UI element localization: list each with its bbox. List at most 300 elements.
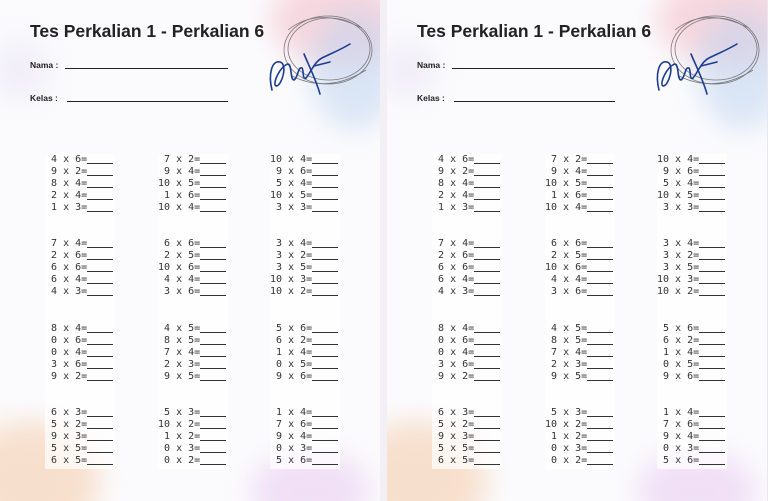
worksheet-title: Tes Perkalian 1 - Perkalian 6	[30, 21, 265, 41]
problem-text: 10 x 4=	[657, 154, 700, 165]
answer-blank[interactable]	[699, 238, 725, 248]
answer-blank[interactable]	[312, 323, 338, 333]
answer-blank[interactable]	[587, 443, 613, 453]
answer-blank[interactable]	[474, 431, 500, 441]
kelas-input-line[interactable]	[454, 101, 615, 102]
problem-item	[657, 250, 725, 262]
problem-text: 0 x 2=	[164, 455, 201, 466]
problem-item	[432, 443, 500, 455]
answer-blank[interactable]	[312, 455, 338, 465]
answer-blank[interactable]	[587, 347, 613, 357]
answer-blank[interactable]	[312, 347, 338, 357]
answer-blank[interactable]	[587, 455, 613, 465]
problem-item	[545, 274, 613, 286]
answer-blank[interactable]	[312, 202, 338, 212]
problem-column	[657, 154, 727, 469]
answer-blank[interactable]	[312, 238, 338, 248]
problem-text: 2 x 5=	[164, 250, 201, 261]
problem-item	[545, 154, 613, 166]
problem-item	[270, 323, 338, 335]
problem-text: 5 x 6=	[276, 455, 313, 466]
problem-item	[270, 286, 338, 298]
answer-blank[interactable]	[87, 154, 113, 164]
problem-item	[657, 371, 725, 383]
problem-text: 3 x 6=	[551, 286, 588, 297]
answer-blank[interactable]	[200, 250, 226, 260]
answer-blank[interactable]	[587, 286, 613, 296]
answer-blank[interactable]	[312, 419, 338, 429]
answer-blank[interactable]	[200, 431, 226, 441]
problem-item	[545, 262, 613, 274]
problem-text: 9 x 4=	[663, 431, 700, 442]
problem-group	[545, 407, 613, 467]
problem-text: 0 x 5=	[663, 359, 700, 370]
answer-blank[interactable]	[312, 262, 338, 272]
answer-blank[interactable]	[474, 347, 500, 357]
problem-group	[158, 154, 226, 214]
answer-blank[interactable]	[200, 286, 226, 296]
answer-blank[interactable]	[200, 455, 226, 465]
problem-text: 9 x 6=	[663, 166, 700, 177]
problem-text: 9 x 2=	[438, 371, 475, 382]
problem-item	[545, 443, 613, 455]
answer-blank[interactable]	[87, 419, 113, 429]
problem-item	[545, 190, 613, 202]
answer-blank[interactable]	[312, 154, 338, 164]
problem-text: 1 x 2=	[164, 431, 201, 442]
answer-blank[interactable]	[200, 407, 226, 417]
answer-blank[interactable]	[699, 443, 725, 453]
answer-blank[interactable]	[87, 178, 113, 188]
problem-item	[158, 262, 226, 274]
problem-group	[657, 238, 725, 298]
answer-blank[interactable]	[87, 443, 113, 453]
answer-blank[interactable]	[474, 443, 500, 453]
answer-blank[interactable]	[200, 202, 226, 212]
problem-item	[657, 431, 725, 443]
answer-blank[interactable]	[587, 178, 613, 188]
answer-blank[interactable]	[87, 202, 113, 212]
problem-item	[158, 431, 226, 443]
answer-blank[interactable]	[87, 359, 113, 369]
answer-blank[interactable]	[200, 419, 226, 429]
problem-item	[158, 407, 226, 419]
answer-blank[interactable]	[699, 359, 725, 369]
answer-blank[interactable]	[87, 455, 113, 465]
answer-blank[interactable]	[312, 190, 338, 200]
problem-item	[657, 178, 725, 190]
problem-text: 0 x 6=	[51, 335, 88, 346]
answer-blank[interactable]	[474, 407, 500, 417]
problem-item	[432, 154, 500, 166]
answer-blank[interactable]	[587, 262, 613, 272]
answer-blank[interactable]	[312, 407, 338, 417]
kelas-field	[30, 93, 58, 103]
answer-blank[interactable]	[87, 286, 113, 296]
problem-item	[270, 359, 338, 371]
problem-item	[45, 431, 113, 443]
problem-text: 0 x 3=	[164, 443, 201, 454]
problem-item	[657, 286, 725, 298]
answer-blank[interactable]	[200, 359, 226, 369]
problem-text: 3 x 4=	[276, 238, 313, 249]
answer-blank[interactable]	[200, 371, 226, 381]
problem-text: 2 x 5=	[551, 250, 588, 261]
answer-blank[interactable]	[587, 371, 613, 381]
answer-blank[interactable]	[200, 323, 226, 333]
answer-blank[interactable]	[312, 371, 338, 381]
answer-blank[interactable]	[587, 166, 613, 176]
worksheet	[0, 0, 380, 501]
answer-blank[interactable]	[87, 407, 113, 417]
problem-text: 7 x 4=	[438, 238, 475, 249]
answer-blank[interactable]	[200, 262, 226, 272]
answer-blank[interactable]	[587, 274, 613, 284]
problem-group	[45, 154, 113, 214]
problem-group	[657, 407, 725, 467]
problem-text: 5 x 6=	[276, 323, 313, 334]
problem-item	[545, 431, 613, 443]
problem-item	[45, 359, 113, 371]
problem-text: 6 x 6=	[438, 262, 475, 273]
problem-group	[657, 154, 725, 214]
problem-text: 0 x 3=	[663, 443, 700, 454]
answer-blank[interactable]	[699, 166, 725, 176]
problem-text: 5 x 5=	[51, 443, 88, 454]
problem-item	[657, 347, 725, 359]
answer-blank[interactable]	[312, 431, 338, 441]
answer-blank[interactable]	[699, 154, 725, 164]
problem-group	[158, 323, 226, 383]
answer-blank[interactable]	[200, 166, 226, 176]
answer-blank[interactable]	[200, 443, 226, 453]
answer-blank[interactable]	[699, 286, 725, 296]
answer-blank[interactable]	[312, 359, 338, 369]
problem-item	[45, 347, 113, 359]
problem-item	[545, 202, 613, 214]
problem-item	[545, 455, 613, 467]
answer-blank[interactable]	[699, 190, 725, 200]
problem-text: 3 x 3=	[276, 202, 313, 213]
answer-blank[interactable]	[474, 238, 500, 248]
problem-text: 5 x 5=	[438, 443, 475, 454]
problem-text: 5 x 6=	[663, 323, 700, 334]
answer-blank[interactable]	[587, 407, 613, 417]
problem-text: 8 x 5=	[551, 335, 588, 346]
problem-item	[270, 154, 338, 166]
problem-item	[657, 323, 725, 335]
problem-item	[45, 238, 113, 250]
problem-group	[545, 238, 613, 298]
problem-group	[45, 407, 113, 467]
problem-text: 9 x 3=	[51, 431, 88, 442]
problem-item	[45, 407, 113, 419]
answer-blank[interactable]	[587, 190, 613, 200]
problem-item	[45, 371, 113, 383]
problem-text: 10 x 2=	[158, 419, 201, 430]
answer-blank[interactable]	[699, 202, 725, 212]
problem-item	[158, 166, 226, 178]
problem-item	[657, 190, 725, 202]
problem-text: 7 x 4=	[164, 347, 201, 358]
answer-blank[interactable]	[474, 190, 500, 200]
problem-text: 3 x 5=	[663, 262, 700, 273]
answer-blank[interactable]	[87, 371, 113, 381]
problem-text: 1 x 6=	[551, 190, 588, 201]
answer-blank[interactable]	[200, 347, 226, 357]
answer-blank[interactable]	[87, 238, 113, 248]
answer-blank[interactable]	[87, 323, 113, 333]
problem-group	[657, 323, 725, 383]
problem-text: 6 x 5=	[51, 455, 88, 466]
problem-item	[45, 335, 113, 347]
problem-text: 9 x 5=	[551, 371, 588, 382]
problem-item	[158, 190, 226, 202]
answer-blank[interactable]	[87, 431, 113, 441]
answer-blank[interactable]	[474, 335, 500, 345]
answer-blank[interactable]	[474, 154, 500, 164]
problem-item	[657, 274, 725, 286]
problem-text: 6 x 2=	[663, 335, 700, 346]
answer-blank[interactable]	[699, 431, 725, 441]
problem-group	[45, 323, 113, 383]
answer-blank[interactable]	[587, 154, 613, 164]
problem-text: 9 x 2=	[51, 371, 88, 382]
problem-text: 3 x 2=	[663, 250, 700, 261]
problem-column	[545, 154, 615, 469]
problem-text: 10 x 5=	[657, 190, 700, 201]
problem-item	[45, 455, 113, 467]
answer-blank[interactable]	[699, 335, 725, 345]
answer-blank[interactable]	[87, 262, 113, 272]
problem-text: 6 x 3=	[51, 407, 88, 418]
problem-item	[545, 347, 613, 359]
answer-blank[interactable]	[474, 323, 500, 333]
problem-item	[432, 359, 500, 371]
answer-blank[interactable]	[474, 202, 500, 212]
problem-item	[432, 202, 500, 214]
answer-blank[interactable]	[312, 250, 338, 260]
answer-blank[interactable]	[87, 274, 113, 284]
answer-blank[interactable]	[699, 407, 725, 417]
problem-item	[657, 359, 725, 371]
answer-blank[interactable]	[474, 419, 500, 429]
problem-text: 4 x 3=	[51, 286, 88, 297]
problem-text: 5 x 3=	[551, 407, 588, 418]
background-decoration	[0, 40, 50, 100]
problem-text: 5 x 4=	[276, 178, 313, 189]
problem-item	[545, 286, 613, 298]
answer-blank[interactable]	[87, 347, 113, 357]
problem-item	[270, 407, 338, 419]
problem-text: 7 x 2=	[164, 154, 201, 165]
answer-blank[interactable]	[699, 262, 725, 272]
problem-item	[270, 335, 338, 347]
problem-text: 6 x 5=	[438, 455, 475, 466]
problem-item	[45, 262, 113, 274]
kelas-label: Kelas :	[417, 93, 445, 103]
worksheet-title: Tes Perkalian 1 - Perkalian 6	[417, 21, 652, 41]
problem-item	[545, 166, 613, 178]
problem-text: 8 x 4=	[51, 323, 88, 334]
problem-item	[432, 347, 500, 359]
problem-text: 1 x 3=	[438, 202, 475, 213]
problem-item	[45, 178, 113, 190]
answer-blank[interactable]	[587, 202, 613, 212]
answer-blank[interactable]	[312, 178, 338, 188]
problem-group	[270, 154, 338, 214]
answer-blank[interactable]	[699, 419, 725, 429]
problem-text: 9 x 2=	[51, 166, 88, 177]
answer-blank[interactable]	[474, 250, 500, 260]
problem-item	[158, 202, 226, 214]
kelas-input-line[interactable]	[67, 101, 228, 102]
answer-blank[interactable]	[474, 262, 500, 272]
answer-blank[interactable]	[474, 274, 500, 284]
problem-group	[432, 323, 500, 383]
answer-blank[interactable]	[312, 286, 338, 296]
problem-item	[158, 455, 226, 467]
problem-text: 9 x 6=	[276, 371, 313, 382]
problem-item	[432, 178, 500, 190]
answer-blank[interactable]	[587, 359, 613, 369]
answer-blank[interactable]	[200, 335, 226, 345]
answer-blank[interactable]	[587, 431, 613, 441]
problem-item	[158, 419, 226, 431]
nama-input-line[interactable]	[452, 68, 615, 69]
problem-text: 10 x 4=	[270, 154, 313, 165]
problem-text: 2 x 6=	[438, 250, 475, 261]
problem-item	[545, 419, 613, 431]
problem-item	[657, 443, 725, 455]
problem-text: 2 x 4=	[438, 190, 475, 201]
nama-input-line[interactable]	[65, 68, 228, 69]
answer-blank[interactable]	[87, 190, 113, 200]
answer-blank[interactable]	[312, 335, 338, 345]
problem-item	[432, 190, 500, 202]
problem-item	[270, 371, 338, 383]
answer-blank[interactable]	[699, 323, 725, 333]
problem-item	[432, 371, 500, 383]
answer-blank[interactable]	[87, 166, 113, 176]
problem-text: 3 x 3=	[663, 202, 700, 213]
answer-blank[interactable]	[587, 250, 613, 260]
problem-text: 6 x 3=	[438, 407, 475, 418]
problem-item	[45, 286, 113, 298]
answer-blank[interactable]	[87, 335, 113, 345]
answer-blank[interactable]	[87, 250, 113, 260]
problem-text: 4 x 4=	[164, 274, 201, 285]
problem-item	[657, 419, 725, 431]
problem-item	[158, 178, 226, 190]
problem-text: 3 x 6=	[164, 286, 201, 297]
problem-item	[158, 323, 226, 335]
problem-item	[432, 419, 500, 431]
answer-blank[interactable]	[474, 286, 500, 296]
answer-blank[interactable]	[474, 455, 500, 465]
problem-item	[45, 154, 113, 166]
problem-text: 0 x 4=	[51, 347, 88, 358]
answer-blank[interactable]	[699, 250, 725, 260]
answer-blank[interactable]	[699, 347, 725, 357]
problem-item	[45, 323, 113, 335]
problem-item	[158, 359, 226, 371]
answer-blank[interactable]	[200, 154, 226, 164]
answer-blank[interactable]	[587, 238, 613, 248]
problem-item	[270, 262, 338, 274]
problem-text: 5 x 4=	[663, 178, 700, 189]
problem-text: 10 x 6=	[545, 262, 588, 273]
problem-column	[270, 154, 340, 469]
problem-text: 1 x 4=	[276, 347, 313, 358]
problem-text: 1 x 3=	[51, 202, 88, 213]
answer-blank[interactable]	[587, 419, 613, 429]
problem-item	[432, 166, 500, 178]
problem-text: 10 x 3=	[657, 274, 700, 285]
answer-blank[interactable]	[474, 166, 500, 176]
problem-item	[270, 202, 338, 214]
problem-text: 0 x 2=	[551, 455, 588, 466]
problem-item	[158, 286, 226, 298]
answer-blank[interactable]	[312, 443, 338, 453]
answer-blank[interactable]	[587, 323, 613, 333]
signature-icon	[270, 44, 350, 94]
problem-item	[45, 419, 113, 431]
problem-item	[545, 238, 613, 250]
problem-group	[545, 154, 613, 214]
problem-text: 5 x 6=	[663, 455, 700, 466]
problem-text: 10 x 4=	[158, 202, 201, 213]
problem-text: 4 x 6=	[51, 154, 88, 165]
answer-blank[interactable]	[699, 455, 725, 465]
answer-blank[interactable]	[699, 274, 725, 284]
nama-label: Nama :	[417, 60, 446, 70]
answer-blank[interactable]	[587, 335, 613, 345]
problem-group	[545, 323, 613, 383]
answer-blank[interactable]	[200, 238, 226, 248]
answer-blank[interactable]	[312, 274, 338, 284]
problem-item	[657, 202, 725, 214]
problem-text: 9 x 3=	[438, 431, 475, 442]
problem-item	[270, 238, 338, 250]
answer-blank[interactable]	[312, 166, 338, 176]
answer-blank[interactable]	[699, 371, 725, 381]
problem-text: 0 x 4=	[438, 347, 475, 358]
problem-text: 0 x 5=	[276, 359, 313, 370]
nama-field	[417, 60, 445, 70]
problem-text: 1 x 4=	[276, 407, 313, 418]
problem-item	[158, 274, 226, 286]
answer-blank[interactable]	[200, 178, 226, 188]
problem-group	[432, 154, 500, 214]
problem-text: 5 x 3=	[164, 407, 201, 418]
answer-blank[interactable]	[200, 274, 226, 284]
answer-blank[interactable]	[474, 178, 500, 188]
answer-blank[interactable]	[474, 371, 500, 381]
answer-blank[interactable]	[699, 178, 725, 188]
answer-blank[interactable]	[200, 190, 226, 200]
answer-blank[interactable]	[474, 359, 500, 369]
problem-text: 2 x 6=	[51, 250, 88, 261]
problem-item	[45, 190, 113, 202]
problem-item	[270, 178, 338, 190]
problem-text: 4 x 3=	[438, 286, 475, 297]
problem-item	[270, 419, 338, 431]
problem-item	[45, 443, 113, 455]
problem-text: 10 x 2=	[657, 286, 700, 297]
problem-text: 10 x 3=	[270, 274, 313, 285]
signature-icon	[657, 44, 737, 94]
